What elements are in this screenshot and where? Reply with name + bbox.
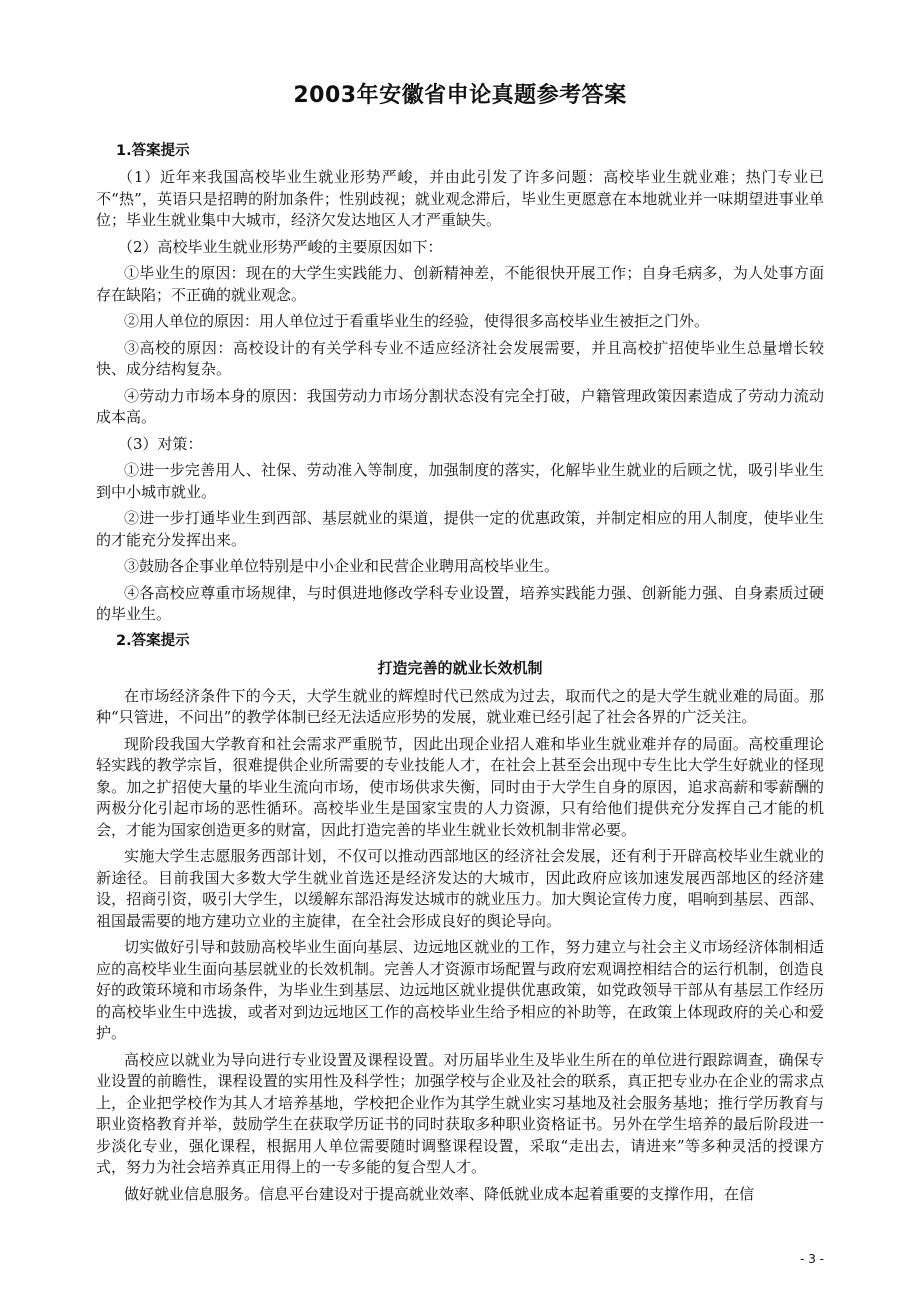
paragraph: （2）高校毕业生就业形势严峻的主要原因如下：	[118, 237, 443, 256]
paragraph: 现阶段我国大学教育和社会需求严重脱节，因此出现企业招人难和毕业生就业难并存的局面。高校重理论轻实践的教学宗旨，很难提供企业所需要的专业技能人才，在社会上甚至会出现中专生比大学生好就业的怪现象。加之扩招使大量的毕业生流向市场，使市场供求失衡，同时由于大学生自身的原因，追求高薪和零薪酬的两极分化引起市场的恶性循环。高校毕业生是国家宝贵的人力资源，只有给他们提供充分发挥自己才能的机会，才能为国家创造更多的财富，因此打造完善的毕业生就业长效机制非常必要。	[96, 734, 824, 839]
paragraph: 高校应以就业为导向进行专业设置及课程设置。对历届毕业生及毕业生所在的单位进行跟踪调查，确保专业设置的前瞻性，课程设置的实用性及科学性；加强学校与企业及社会的联系，真正把专业办在企业的需求点上，企业把学校作为其人才培养基地，学校把企业作为其学生就业实习基地及社会服务基地；推行学历教育与职业资格教育并举，鼓励学生在获取学历证书的同时获取多种职业资格证书。另外在学生培养的最后阶段进一步淡化专业，强化课程，根据用人单位需要随时调整课程设置，采取“走出去，请进来”等多种灵活的授课方式，努力为社会培养真正用得上的一专多能的复合型人才。	[96, 1050, 824, 1176]
paragraph: ④各高校应尊重市场规律，与时俱进地修改学科专业设置，培养实践能力强、创新能力强、自身素质过硬的毕业生。	[96, 583, 824, 623]
paragraph: ①进一步完善用人、社保、劳动准入等制度，加强制度的落实，化解毕业生就业的后顾之忧，吸引毕业生到中小城市就业。	[96, 461, 824, 501]
essay-title: 打造完善的就业长效机制	[377, 658, 543, 677]
paragraph: ②进一步打通毕业生到西部、基层就业的渠道，提供一定的优惠政策，并制定相应的用人制度，使毕业生的才能充分发挥出来。	[96, 509, 824, 549]
paragraph: ④劳动力市场本身的原因：我国劳动力市场分割状态没有完全打破，户籍管理政策因素造成了劳动力流动成本高。	[96, 386, 824, 426]
paragraph: 做好就业信息服务。信息平台建设对于提高就业效率、降低就业成本起着重要的支撑作用，在信	[124, 1184, 755, 1203]
document-title: 2003年安徽省申论真题参考答案	[293, 83, 627, 108]
section-1-heading: 1.答案提示	[116, 143, 190, 159]
paragraph: ③高校的原因：高校设计的有关学科专业不适应经济社会发展需要，并且高校扩招使毕业生总量增长较快、成分结构复杂。	[96, 338, 824, 378]
section-2-heading: 2.答案提示	[116, 632, 190, 649]
paragraph: （1）近年来我国高校毕业生就业形势严峻，并由此引发了许多问题：高校毕业生就业难；热门专业已不“热”，英语只是招聘的附加条件；性别歧视；就业观念滞后，毕业生更愿意在本地就业并一味期望进事业单位；毕业生就业集中大城市，经济欠发达地区人才严重缺失。	[96, 168, 824, 229]
page-number: - 3 -	[800, 1252, 824, 1266]
paragraph: ②用人单位的原因：用人单位过于看重毕业生的经验，使得很多高校毕业生被拒之门外。	[124, 312, 710, 330]
paragraph: 在市场经济条件下的今天，大学生就业的辉煌时代已然成为过去，取而代之的是大学生就业难的局面。那种“只管进，不问出”的教学体制已经无法适应形势的发展，就业难已经引起了社会各界的广泛关注。	[96, 686, 824, 726]
paragraph: （3）对策：	[118, 434, 203, 453]
paragraph: ①毕业生的原因：现在的大学生实践能力、创新精神差，不能很快开展工作；自身毛病多，为人处事方面存在缺陷；不正确的就业观念。	[96, 264, 824, 304]
paragraph: 切实做好引导和鼓励高校毕业生面向基层、边远地区就业的工作，努力建立与社会主义市场经济体制相适应的高校毕业生面向基层就业的长效机制。完善人才资源市场配置与政府宏观调控相结合的运行机制，创造良好的政策环境和市场条件，为毕业生到基层、边远地区就业提供优惠政策，如党政领导干部从有基层工作经历的高校毕业生中选拔，或者对到边远地区工作的高校毕业生给予相应的补助等，在政策上体现政府的关心和爱护。	[96, 938, 824, 1042]
paragraph: ③鼓励各企事业单位特别是中小企业和民营企业聘用高校毕业生。	[124, 557, 560, 575]
paragraph: 实施大学生志愿服务西部计划，不仅可以推动西部地区的经济社会发展，还有利于开辟高校毕业生就业的新途径。目前我国大多数大学生就业首选还是经济发达的大城市，因此政府应该加速发展西部地区的经济建设，招商引资，吸引大学生，以缓解东部沿海发达城市的就业压力。加大舆论宣传力度，唱响到基层、西部、祖国最需要的地方建功立业的主旋律，在全社会形成良好的舆论导向。	[96, 847, 824, 930]
document-page	[96, 78, 824, 1210]
